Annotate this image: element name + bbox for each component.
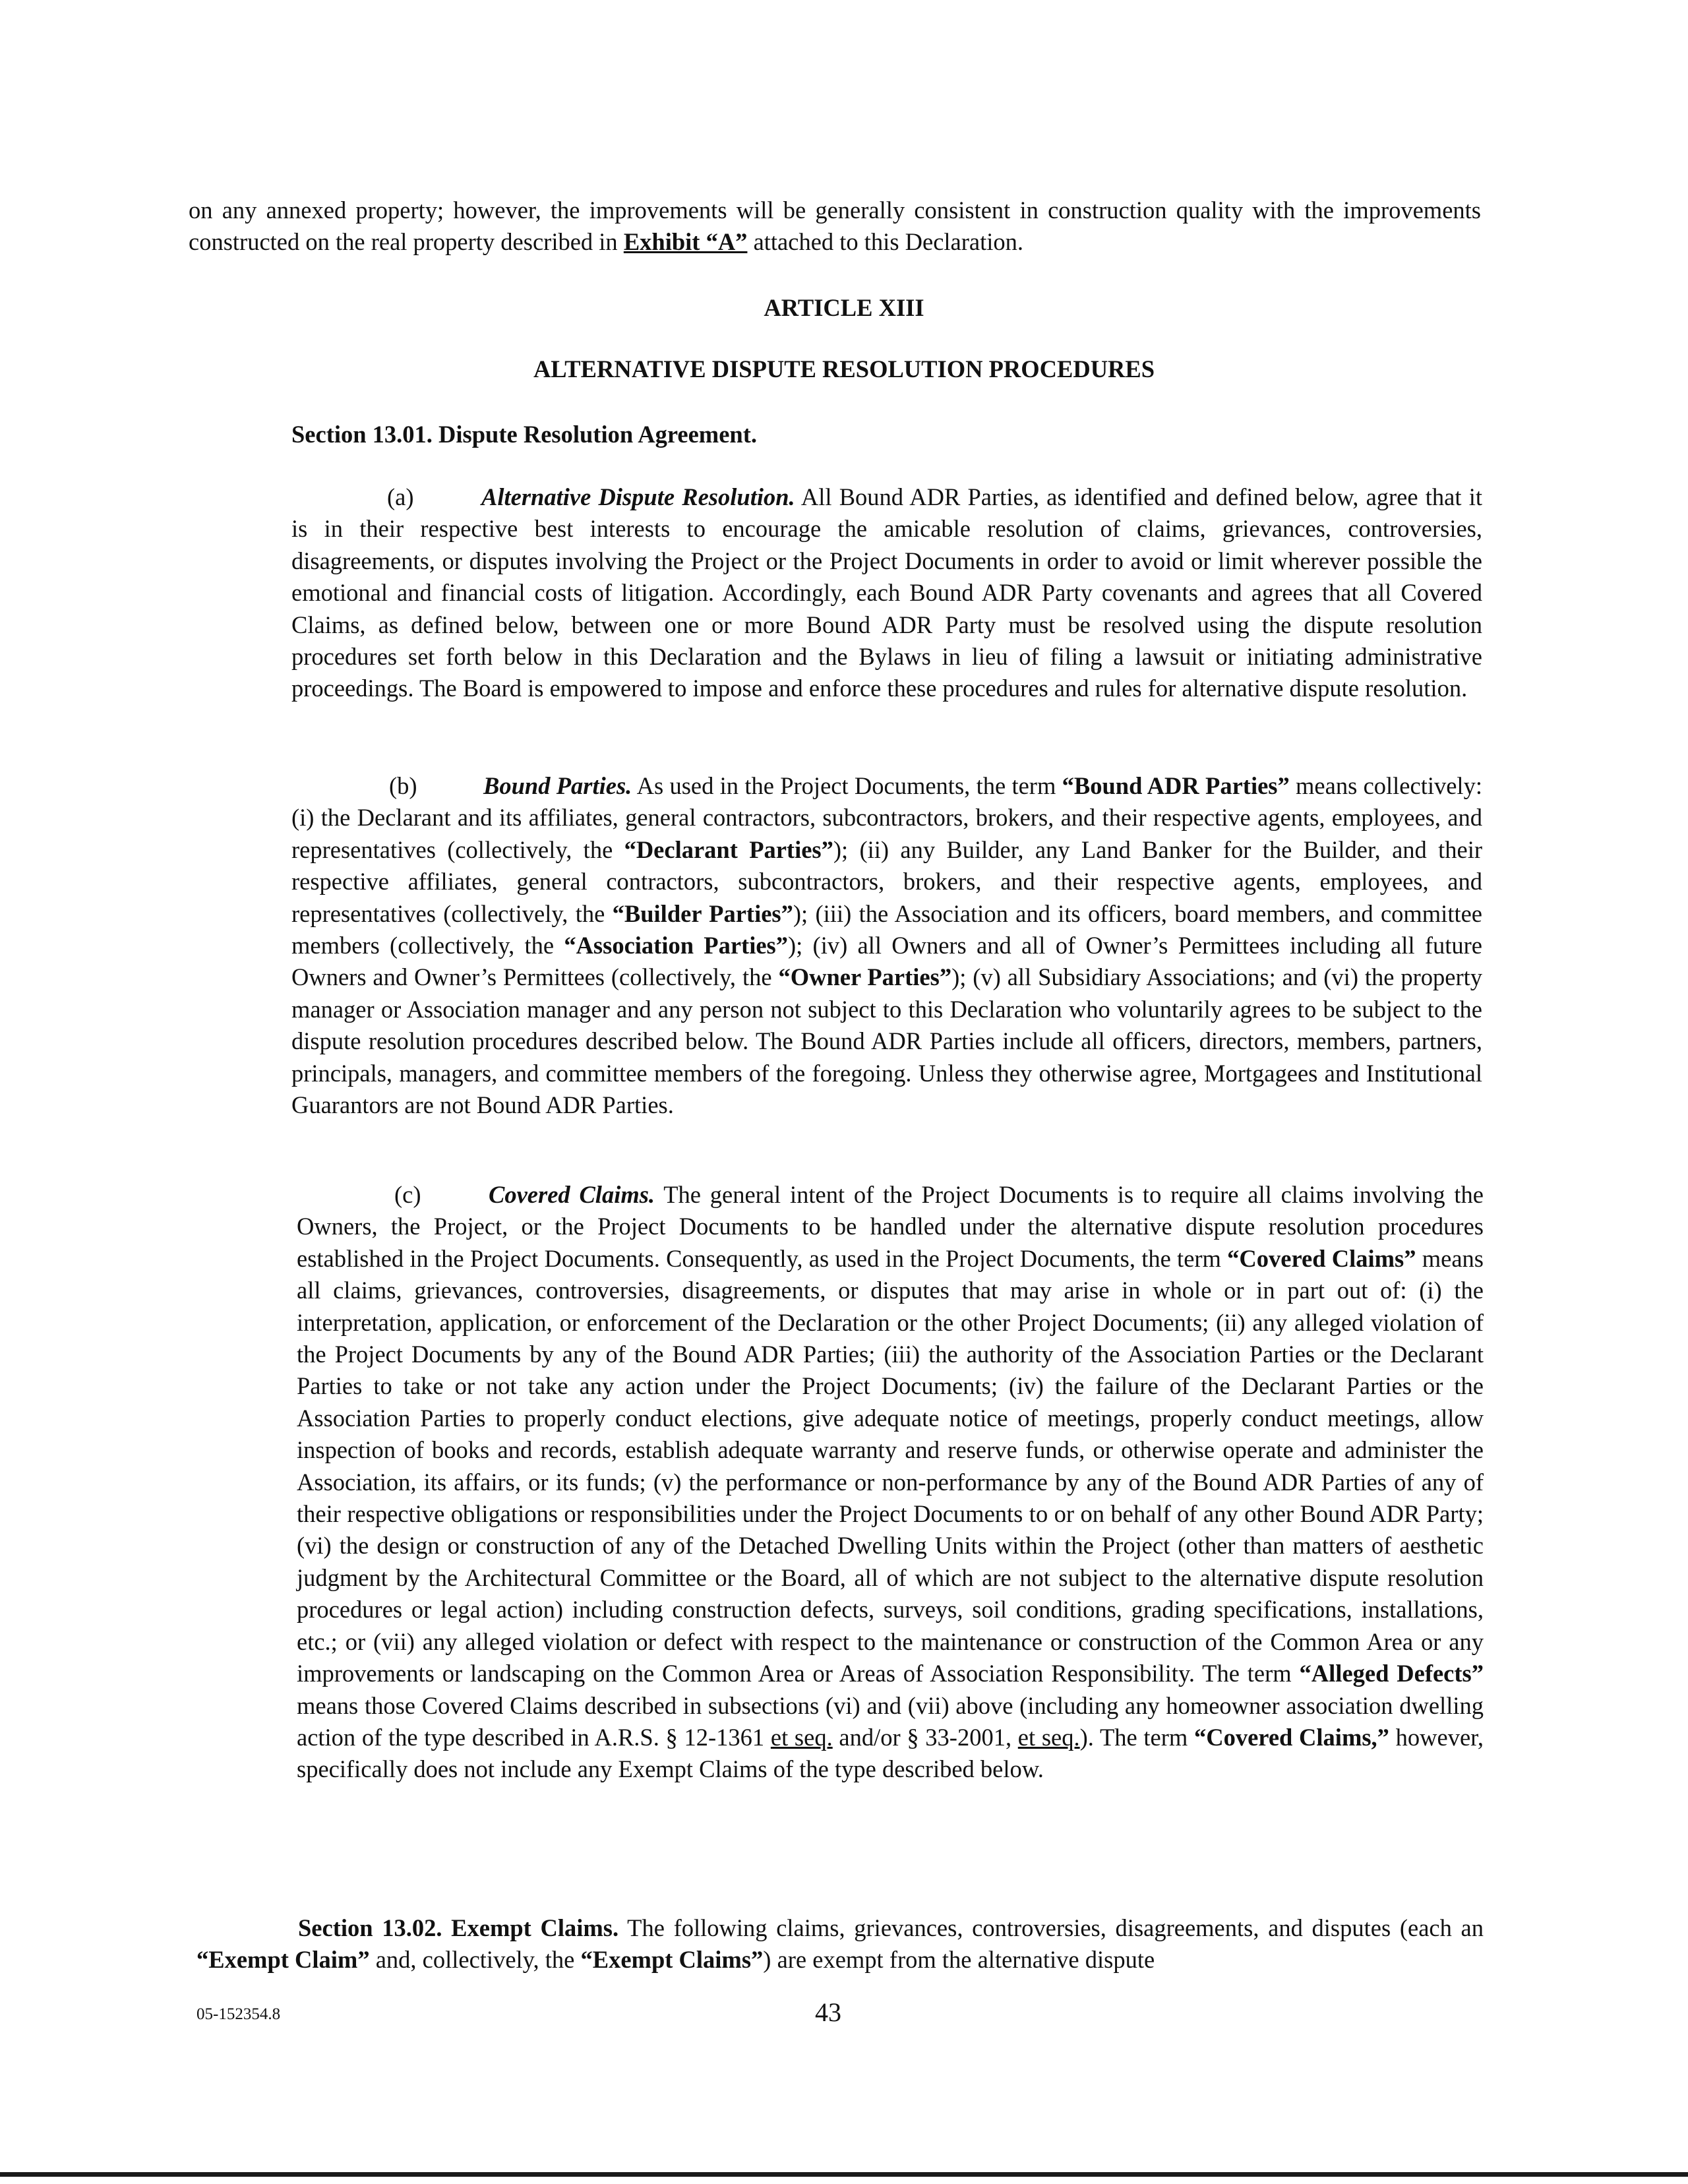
- paragraph-b-label: (b): [389, 772, 417, 799]
- term-covered-claims-however: “Covered Claims,”: [1194, 1723, 1389, 1751]
- section-13-02-text: and, collectively, the: [369, 1946, 581, 1974]
- paragraph-a-label: (a): [387, 483, 414, 510]
- paragraph-b-text: ); (iv) all Owners and all of Owner’s Permittees including all future Owners and Owner’s Permittees (collectively, the: [291, 932, 1482, 991]
- document-id: 05-152354.8: [196, 2005, 281, 2023]
- paragraph-c-text: means those Covered Claims described in subsections (vi) and (vii) above (including any homeowner association dwelling action of the type described in A.R.S. § 12-1361: [297, 1691, 1484, 1751]
- scan-edge-bar: [0, 2172, 1688, 2177]
- paragraph-c-text: ). The term: [1079, 1723, 1194, 1751]
- paragraph-c-text: however, specifically does not include any Exempt Claims of the type described below.: [297, 1723, 1484, 1783]
- paragraph-c-title: Covered Claims.: [489, 1181, 655, 1208]
- paragraph-c-text: means all claims, grievances, controversies, disagreements, or disputes that may arise in whole or in part out of: (i) the interpretation, application, or enforcement of the Declaration or the other Project Documents; (ii) any alleged violation of the Project Documents by any of the Bound ADR Parties; (iii) the authority of the Association Parties or the Declarant Parties to take or not take any action under the Project Documents; (iv) the failure of the Declarant Parties or the Association Parties to properly conduct elections, give adequate notice of meetings, properly conduct meetings, allow inspection of books and records, establish adequate warranty and reserve funds, or otherwise operate and administer the Association, its affairs, or its funds; (v) the performance or non-performance by any of the Bound ADR Parties of any of their respective obligations or responsibilities under the Project Documents to or on behalf of any other Bound ADR Party; (vi) the design or construction of any of the Detached Dwelling Units within the Project (other than matters of aesthetic judgment by the Architectural Committee or the Board, all of which are not subject to the alternative dispute resolution procedures or legal action) including construction defects, surveys, soil conditions, grading specifications, installations, etc.; or (vii) any alleged violation or defect with respect to the maintenance or construction of the Common Area or any improvements or landscaping on the Common Area or Areas of Association Responsibility. The term: [297, 1244, 1484, 1687]
- paragraph-c-text: The general intent of the Project Documents is to require all claims involving the Owners, the Project, or the Project Documents to be handled under the alternative dispute resolution procedures established in the Project Documents. Consequently, as used in the Project Documents, the term: [297, 1181, 1484, 1272]
- term-exempt-claim: “Exempt Claim”: [196, 1946, 370, 1974]
- paragraph-b-text: As used in the Project Documents, the term: [632, 772, 1062, 799]
- section-13-02-text: The following claims, grievances, controversies, disagreements, and disputes (each an: [618, 1914, 1484, 1941]
- paragraph-b-text: ); (iii) the Association and its officers, board members, and committee members (collectively, the: [291, 899, 1482, 959]
- page-number: 43: [815, 1997, 841, 2027]
- et-seq-citation: et seq.: [770, 1723, 833, 1751]
- intro-text-start: on any annexed property; however, the improvements will be generally consistent in construction quality with the improvements constructed on the real property described in: [189, 197, 1481, 256]
- term-bound-adr-parties: “Bound ADR Parties”: [1062, 772, 1290, 799]
- intro-text-end: attached to this Declaration.: [747, 228, 1024, 256]
- section-13-01-heading: Section 13.01. Dispute Resolution Agreement.: [291, 421, 757, 448]
- paragraph-b-title: Bound Parties.: [483, 772, 632, 799]
- article-title: ALTERNATIVE DISPUTE RESOLUTION PROCEDURES: [533, 355, 1155, 382]
- paragraph-a: [291, 481, 1482, 705]
- paragraph-c-label: (c): [394, 1181, 421, 1208]
- term-exempt-claims: “Exempt Claims”: [580, 1946, 764, 1974]
- paragraph-c: [297, 1179, 1484, 1786]
- paragraph-a-title: Alternative Dispute Resolution.: [481, 483, 795, 510]
- term-builder-parties: “Builder Parties”: [612, 899, 793, 927]
- et-seq-citation: et seq.: [1017, 1723, 1080, 1751]
- paragraph-b-text: ); (v) all Subsidiary Associations; and (vi) the property manager or Association manager and any person not subject to this Declaration who voluntarily agrees to be subject to the dispute resolution procedures described below. The Bound ADR Parties include all officers, directors, members, partners, principals, managers, and committee members of the foregoing. Unless they otherwise agree, Mortgagees and Institutional Guarantors are not Bound ADR Parties.: [291, 963, 1482, 1119]
- paragraph-b: [291, 770, 1482, 1121]
- paragraph-c-text: and/or § 33-2001,: [832, 1723, 1018, 1751]
- intro-paragraph: [189, 195, 1481, 258]
- article-number: ARTICLE XIII: [764, 294, 924, 321]
- section-13-02-text: ) are exempt from the alternative dispute: [763, 1946, 1155, 1974]
- section-13-02-heading: Section 13.02. Exempt Claims.: [298, 1914, 619, 1941]
- section-13-02-paragraph: [196, 1912, 1484, 1976]
- paragraph-b-text: ); (ii) any Builder, any Land Banker for the Builder, and their respective affiliates, general contractors, subcontractors, brokers, and their respective agents, employees, and representatives (collectively, the: [291, 835, 1482, 927]
- paragraph-b-text: means collectively: (i) the Declarant and its affiliates, general contractors, subcontractors, brokers, and their respective agents, employees, and representatives (collectively, the: [291, 772, 1482, 863]
- term-covered-claims: “Covered Claims”: [1227, 1244, 1416, 1272]
- term-association-parties: “Association Parties”: [564, 932, 788, 959]
- term-alleged-defects: “Alleged Defects”: [1299, 1660, 1484, 1687]
- term-declarant-parties: “Declarant Parties”: [624, 835, 833, 863]
- paragraph-a-body: All Bound ADR Parties, as identified and defined below, agree that it is in their respective best interests to encourage the amicable resolution of claims, grievances, controversies, disagreements, or disputes involving the Project or the Project Documents in order to avoid or limit wherever possible the emotional and financial costs of litigation. Accordingly, each Bound ADR Party covenants and agrees that all Covered Claims, as defined below, between one or more Bound ADR Party must be resolved using the dispute resolution procedures set forth below in this Declaration and the Bylaws in lieu of filing a lawsuit or initiating administrative proceedings. The Board is empowered to impose and enforce these procedures and rules for alternative dispute resolution.: [291, 483, 1482, 702]
- exhibit-a-reference: Exhibit “A”: [623, 228, 748, 256]
- term-owner-parties: “Owner Parties”: [778, 963, 952, 991]
